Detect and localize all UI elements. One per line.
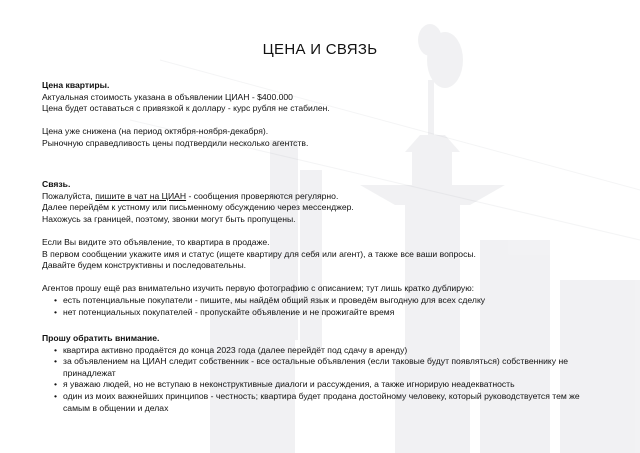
contact-line-1-pre: Пожалуйста,	[42, 190, 96, 201]
contact-line-1-post: - сообщения проверяются регулярно.	[186, 190, 339, 201]
list-item: • я уважаю людей, но не вступаю в неконструктивные диалоги и рассуждения, а также игнорирую неадекватность	[54, 379, 602, 391]
list-item: • один из моих важнейших принципов - честность; квартира будет продана достойному человеку, который руководствуется тем же самым в общении и делах	[54, 391, 602, 414]
agent-bullet-list	[42, 295, 485, 318]
price-section	[42, 80, 330, 150]
page-title: ЦЕНА И СВЯЗЬ	[262, 41, 378, 58]
list-item: • нет потенциальных покупателей - пропускайте объявление и не прожигайте время	[54, 307, 485, 319]
contact-line-4: Если Вы видите это объявление, то квартира в продаже.	[42, 236, 270, 247]
attention-section	[42, 333, 602, 414]
price-line-1: Актуальная стоимость указана в объявлении ЦИАН - $400.000	[42, 91, 293, 102]
list-item: • квартира активно продаётся до конца 2023 года (далее перейдёт под сдачу в аренду)	[54, 345, 602, 357]
attention-heading: Прошу обратить внимание.	[42, 333, 160, 343]
contact-line-6: Давайте будем конструктивны и последовательны.	[42, 260, 247, 271]
contact-heading: Связь.	[42, 179, 71, 189]
contact-line-7: Агентов прошу ещё раз внимательно изучить первую фотографию с описанием; тут лишь кратко дублирую:	[42, 283, 475, 294]
cian-chat-link[interactable]: пишите в чат на ЦИАН	[95, 190, 187, 201]
contact-line-1	[42, 191, 485, 203]
price-heading: Цена квартиры.	[42, 80, 110, 90]
price-line-3: Цена уже снижена (на период октября-ноября-декабря).	[42, 126, 269, 137]
contact-section	[42, 179, 485, 318]
price-line-4: Рыночную справедливость цены подтвердили несколько агентств.	[42, 137, 309, 148]
contact-line-3: Нахожусь за границей, поэтому, звонки могут быть пропущены.	[42, 213, 296, 224]
contact-line-2: Далее перейдём к устному или письменному обсуждению через мессенджер.	[42, 202, 354, 213]
list-item: • есть потенциальные покупатели - пишите, мы найдём общий язык и проведём выгодную для всех сделку	[54, 295, 485, 307]
price-line-2: Цена будет оставаться с привязкой к доллару - курс рубля не стабилен.	[42, 103, 330, 114]
attention-bullet-list	[42, 345, 602, 415]
list-item: • за объявлением на ЦИАН следит собственник - все остальные объявления (если таковые будут появляться) собственнику не принадлежат	[54, 356, 602, 379]
contact-line-5: В первом сообщении укажите имя и статус (ищете квартиру для себя или агент), а также все ваши вопросы.	[42, 248, 476, 259]
